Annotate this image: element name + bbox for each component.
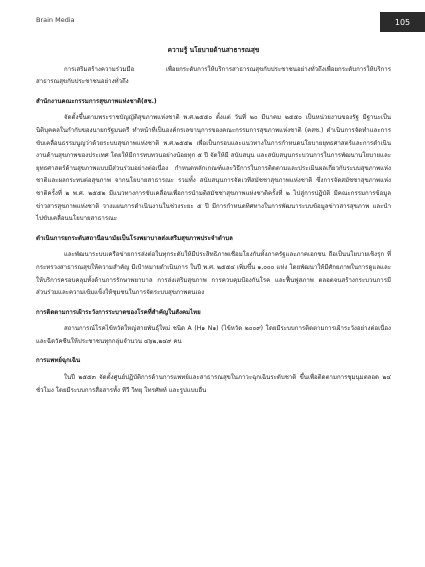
section-health-promotion-hospital xyxy=(36,233,391,300)
section-heading: การติดตามการเฝ้าระวังการระบาดของโรคที่สำคัญในสังคมไทย xyxy=(36,308,201,316)
section-paragraph: และพัฒนาระบบเครือข่ายการส่งต่อในทุกระดับให้มีประสิทธิภาพเชื่อมโยงกันทั้งภาครัฐและภาคเอกชน ถือเป็นนโยบายเชิงรุก ที่กระทรวงสาธารณสุขให้ความสำคัญ มีเป้าหมายดำเนินการ ในปี พ.ศ. ๒๕๕๔ เพิ่มขึ้น ๑,๐๐๐ แห่ง โดยพัฒนาให้มีศักยภาพในการดูแลและให้บริการครอบคลุมทั้งด้านการรักษาพยาบาล การส่งเสริมสุขภาพ การควบคุมป้องกันโรค และฟื้นฟูสภาพ ตลอดจนสร้างกระบวนการมีส่วนร่วมและความเข้มแข็งให้ชุมชนในการจัดระบบสุขภาพตนเอง xyxy=(36,251,391,297)
section-paragraph: ในปี ๒๕๕๓ จัดตั้งศูนย์ปฏิบัติการด้านการแพทย์และสาธารณสุขในภาวะฉุกเฉินระดับชาติ ขึ้นเพื่อติดตามการชุมนุมตลอด ๒๔ ชั่วโมง โดยมีระบบการสื่อสารทั้ง ทีวี วิทยุ โทรศัพท์ และรูปแบบอื่น xyxy=(36,374,391,394)
document-body xyxy=(36,44,391,397)
section-nhco xyxy=(36,96,391,226)
header-left-text: Brain Media xyxy=(36,16,75,24)
section-disease-surveillance xyxy=(36,307,391,349)
section-heading: สำนักงานคณะกรรมการสุขภาพแห่งชาติ(สช.) xyxy=(36,97,157,105)
section-paragraph: สถานการณ์โรคไข้หวัดใหญ่สายพันธุ์ใหม่ ชนิด A (H๑ N๑) (ไข้หวัด ๒๐๐๙) โดยมีระบบการติดตามการเฝ้าระวังอย่างต่อเนื่อง และฉีดวัคซีนให้ประชาชนทุกกลุ่มจำนวน ๔๖๒,๒๔๙ คน xyxy=(36,325,391,345)
section-paragraph: จัดตั้งขึ้นตามพระราชบัญญัติสุขภาพแห่งชาติ พ.ศ.๒๕๕๐ ตั้งแต่ วันที่ ๒๐ มีนาคม ๒๕๕๐ เป็นหน่วยงานของรัฐ มีฐานะเป็นนิติบุคคลในกำกับของนายกรัฐมนตรี ทำหน้าที่เป็นองค์กรเลขานุการของคณะกรรมการสุขภาพแห่งชาติ (คสช.) ดำเนินการจัดทำและการขับเคลื่อนธรรมนูญว่าด้วยระบบสุขภาพแห่งชาติ พ.ศ.๒๕๕๒ เพื่อเป็นกรอบและแนวทางในการกำหนดนโยบายยุทธศาสตร์และการดำเนินงานด้านสุขภาพของประเทศ โดยให้มีการทบทวนอย่างน้อยทุก ๕ ปี จัดให้มี สนับสนุน และสนับสนุนกระบวนการในการพัฒนานโยบายและยุทธศาสตร์ด้านสุขภาพแบบมีส่วนร่วมอย่างต่อเนื่อง กำหนดหลักเกณฑ์และวิธีการในการติดตามและประเมินผลเกี่ยวกับระบบสุขภาพแห่งชาติและผลกระทบต่อสุขภาพ จากนโยบายสาธารณะ รวมทั้ง สนับสนุนการจัดเวทีสมัชชาสุขภาพแห่งชาติ ซึ่งการจัดสมัชชาสุขภาพแห่งชาติครั้งที่ ๒ พ.ศ. ๒๕๕๒ มีแนวทางการขับเคลื่อนเพื่อการนำมติสมัชชาสุขภาพแห่งชาติครั้งที่ ๒ ไปสู่การปฏิบัติ มีคณะกรรมการข้อมูลข่าวสารสุขภาพแห่งชาติ วางแผนการดำเนินงานในช่วงระยะ ๕ ปี มีการกำหนดทิศทางในการพัฒนาระบบข้อมูลข่าวสารสุขภาพ และนำไปขับเคลื่อนนโยบายสาธารณะ xyxy=(36,114,391,223)
section-emergency-medicine xyxy=(36,355,391,397)
document-title: ความรู้ นโยบายด้านสาธารณสุข xyxy=(167,46,260,54)
intro-paragraph: การเสริมสร้างความร่วมมือ เพื่อยกระดับการให้บริการสาธารณสุขกับประชาชนอย่างทั่วถึงเพื่อยกระดับการให้บริการสาธารณสุขกับประชาชนอย่างทั่วถึง xyxy=(36,65,391,86)
page-number-badge: 105 xyxy=(380,12,425,32)
section-heading: การแพทย์ฉุกเฉิน xyxy=(36,357,81,365)
section-heading: ดำเนินการยกระดับสถานีอนามัยเป็นโรงพยาบาลส่งเสริมสุขภาพประจำตำบล xyxy=(36,234,233,242)
